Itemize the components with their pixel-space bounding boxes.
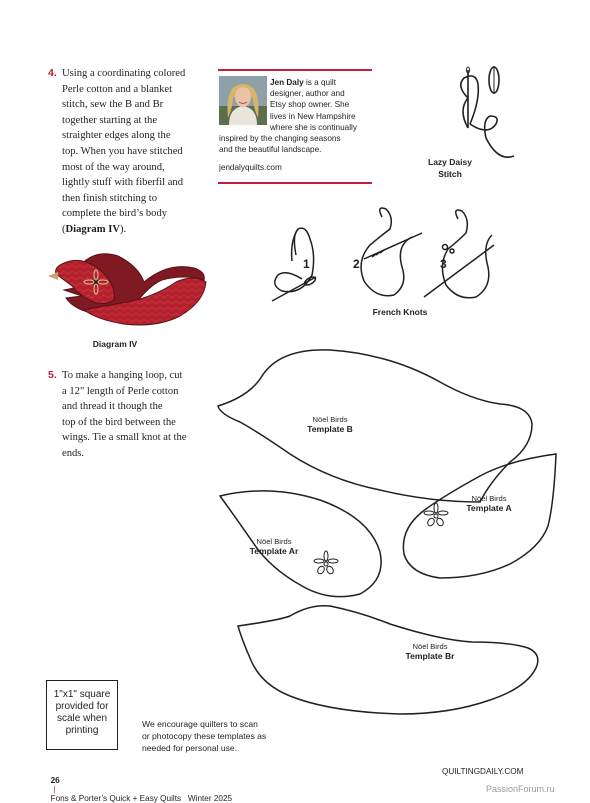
step-4-line: stitch, sew the B and Br	[62, 99, 164, 111]
page-footer	[46, 767, 232, 803]
french-knot-number-3: 3	[440, 257, 447, 271]
bio-bottom-rule	[218, 182, 372, 184]
bio-text	[270, 77, 378, 133]
lazy-daisy-caption	[420, 156, 480, 180]
step-5-line: wings. Tie a small knot at the	[62, 432, 187, 444]
template-series: Nöel Birds	[412, 642, 448, 651]
step-4	[48, 66, 218, 236]
template-a-flower	[424, 503, 448, 527]
template-series: Nöel Birds	[312, 415, 348, 424]
bio-text-full	[219, 133, 379, 155]
step-4-line: Using a coordinating colored	[62, 68, 186, 79]
step-5-line: top of the bird between the	[62, 416, 176, 428]
step-4-line: then finish stitching to	[62, 192, 158, 204]
page-number: 26	[50, 776, 60, 785]
template-a-outline	[403, 454, 556, 578]
diagram-iv-bird	[44, 246, 212, 330]
notice-line: or photocopy these templates as	[142, 731, 267, 741]
french-knot-number-2: 2	[353, 257, 360, 271]
template-b-label	[290, 415, 370, 434]
bio-line: where she is continually	[270, 122, 357, 132]
diagram-iv-caption: Diagram IV	[92, 339, 138, 349]
template-name: Template A	[466, 503, 512, 513]
french-knots-illustration	[262, 205, 502, 305]
author-name: Jen Daly	[270, 78, 304, 87]
site-url[interactable]: QUILTINGDAILY.COM	[442, 767, 524, 776]
template-name: Template Ar	[249, 546, 299, 556]
bio-line: and the beautiful landscape.	[219, 145, 322, 155]
scale-line: provided for	[55, 701, 109, 712]
step-5-text	[62, 368, 186, 462]
step-5-number: 5.	[48, 369, 57, 381]
step-4-line-last	[62, 222, 185, 238]
scale-square	[46, 680, 118, 750]
step-5-line: and thread it though the	[62, 401, 163, 413]
template-b-outline	[218, 350, 532, 502]
bio-line: lives in New Hampshire	[270, 111, 356, 121]
step-4-number: 4.	[48, 67, 57, 79]
paren-open: (	[62, 223, 66, 235]
template-name: Template Br	[405, 651, 455, 661]
template-ar-label	[234, 537, 314, 556]
step-5-line: ends.	[62, 447, 85, 459]
french-knot-step-2	[361, 208, 422, 296]
diagram-reference: Diagram IV	[65, 223, 120, 235]
step-5	[48, 368, 218, 468]
paren-close: ).	[119, 223, 127, 235]
author-photo	[219, 76, 267, 125]
step-4-line: top. When you have stitched	[62, 145, 183, 157]
step-4-line: complete the bird’s body	[62, 208, 168, 220]
lazy-daisy-illustration	[428, 66, 528, 166]
scale-line: printing	[65, 725, 99, 736]
copy-notice	[142, 718, 266, 754]
step-4-line: Perle cotton and a blanket	[62, 83, 173, 95]
lazy-daisy-caption-line: Lazy Daisy	[428, 157, 472, 167]
publication-name: Fons & Porter’s Quick + Easy Quilts Winter 2025	[50, 794, 233, 803]
step-4-text	[62, 66, 185, 238]
step-5-line: To make a hanging loop, cut	[62, 370, 183, 381]
bio-line: designer, author and	[270, 89, 345, 99]
scale-line: 1"x1" square	[53, 689, 111, 700]
template-name: Template B	[307, 424, 353, 434]
lazy-daisy-caption-line: Stitch	[438, 169, 462, 179]
template-ar-flower	[314, 551, 338, 575]
notice-line: We encourage quilters to scan	[142, 719, 258, 729]
step-4-line: most of the way around,	[62, 161, 165, 173]
step-5-line: a 12" length of Perle cotton	[62, 385, 179, 397]
step-4-line: together starting at the	[62, 114, 158, 126]
template-a-label	[449, 494, 529, 513]
watermark: PassionForum.ru	[486, 784, 555, 794]
french-knots-caption: French Knots	[372, 307, 428, 317]
french-knot-number-1: 1	[303, 257, 310, 271]
templates-sheet	[210, 342, 570, 720]
bio-line: Etsy shop owner. She	[270, 100, 350, 110]
bio-top-rule	[218, 69, 372, 71]
template-br-label	[390, 642, 470, 661]
step-4-line: straighter edges along the	[62, 130, 171, 142]
notice-line: needed for personal use.	[142, 743, 238, 753]
step-4-line: lightly stuff with fiberfil and	[62, 177, 184, 189]
french-knot-step-3	[424, 210, 494, 298]
bio-line: inspired by the changing seasons	[219, 134, 341, 143]
template-br-outline	[238, 606, 538, 714]
footer-separator: |	[53, 785, 56, 794]
bio-line-1	[270, 77, 378, 88]
template-series: Nöel Birds	[471, 494, 507, 503]
author-website[interactable]: jendalyquilts.com	[219, 163, 282, 172]
template-series: Nöel Birds	[256, 537, 292, 546]
bio-line-1-rest: is a quilt	[303, 78, 336, 87]
scale-line: scale when	[56, 713, 108, 724]
